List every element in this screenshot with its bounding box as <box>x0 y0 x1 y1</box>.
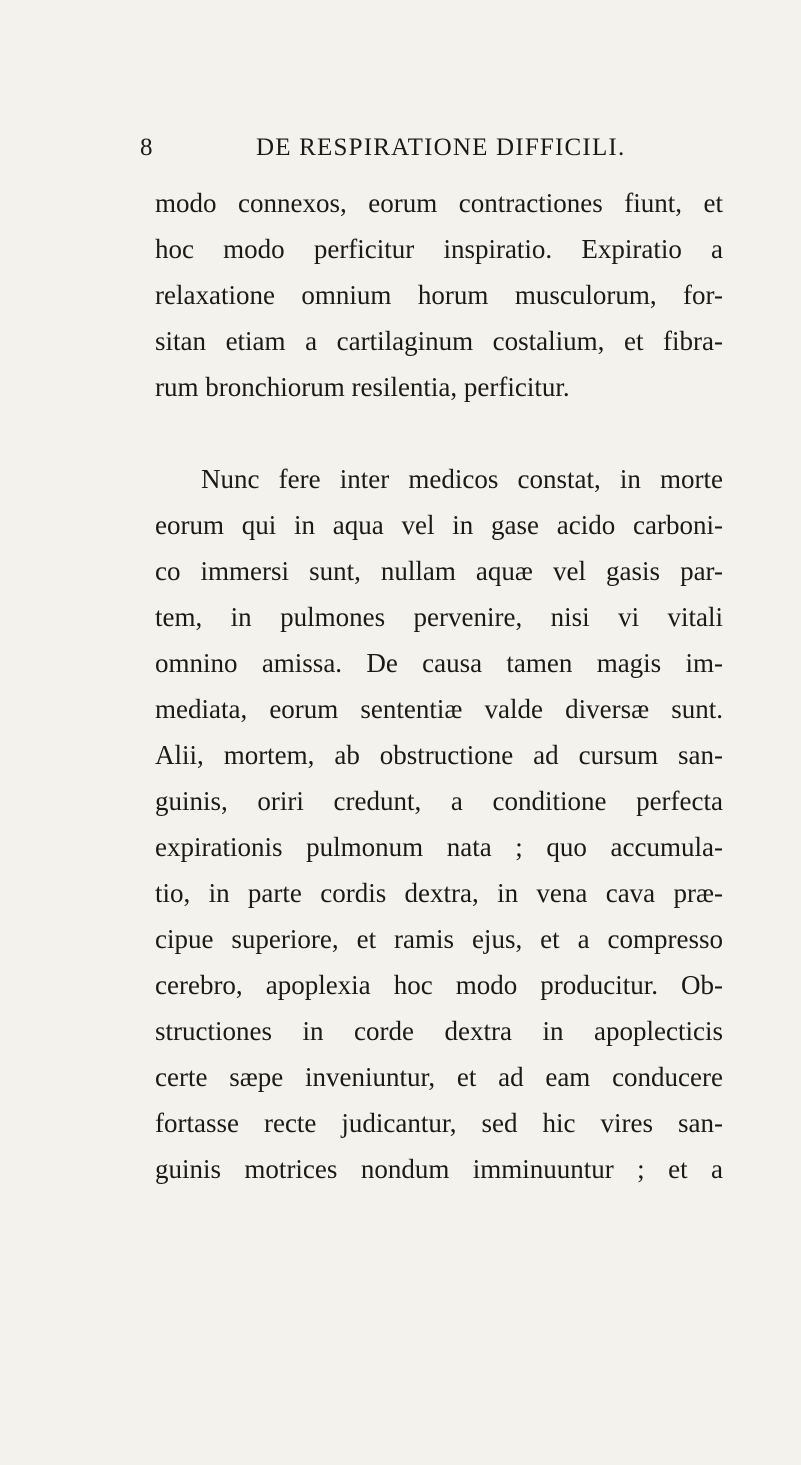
text-line: cerebro, apoplexia hoc modo producitur. Ob- <box>155 970 723 1000</box>
text-line: mediata, eorum sententiæ valde diversæ sunt. <box>155 694 723 724</box>
text-line: relaxatione omnium horum musculorum, for- <box>155 280 723 310</box>
text-line: certe sæpe inveniuntur, et ad eam conducere <box>155 1062 723 1092</box>
text-line: omnino amissa. De causa tamen magis im- <box>155 648 723 678</box>
text-line: guinis motrices nondum imminuuntur ; et a <box>155 1154 723 1184</box>
page-number: 8 <box>140 134 154 161</box>
paragraph-2 <box>155 456 723 1192</box>
text-line: cipue superiore, et ramis ejus, et a compresso <box>155 924 723 954</box>
text-line: Alii, mortem, ab obstructione ad cursum san- <box>155 740 723 770</box>
text-line: expirationis pulmonum nata ; quo accumula- <box>155 832 723 862</box>
text-line: rum bronchiorum resilentia, perficitur. <box>155 372 570 402</box>
text-line: fortasse recte judicantur, sed hic vires san- <box>155 1108 723 1138</box>
text-line: sitan etiam a cartilaginum costalium, et fibra- <box>155 326 723 356</box>
running-head <box>140 134 700 174</box>
text-line: Nunc fere inter medicos constat, in morte <box>201 464 723 494</box>
running-title: DE RESPIRATIONE DIFFICILI. <box>256 134 626 161</box>
text-line: hoc modo perficitur inspiratio. Expiratio a <box>155 234 723 264</box>
text-line: tem, in pulmones pervenire, nisi vi vitali <box>155 602 723 632</box>
body-text <box>155 180 723 1192</box>
text-line: structiones in corde dextra in apoplecticis <box>155 1016 723 1046</box>
text-line: guinis, oriri credunt, a conditione perfecta <box>155 786 723 816</box>
paragraph-spacer <box>155 410 723 456</box>
text-line: co immersi sunt, nullam aquæ vel gasis par- <box>155 556 723 586</box>
text-line: modo connexos, eorum contractiones fiunt, et <box>155 188 723 218</box>
text-line: eorum qui in aqua vel in gase acido carboni- <box>155 510 723 540</box>
paragraph-1 <box>155 180 723 410</box>
text-line: tio, in parte cordis dextra, in vena cava præ- <box>155 878 723 908</box>
